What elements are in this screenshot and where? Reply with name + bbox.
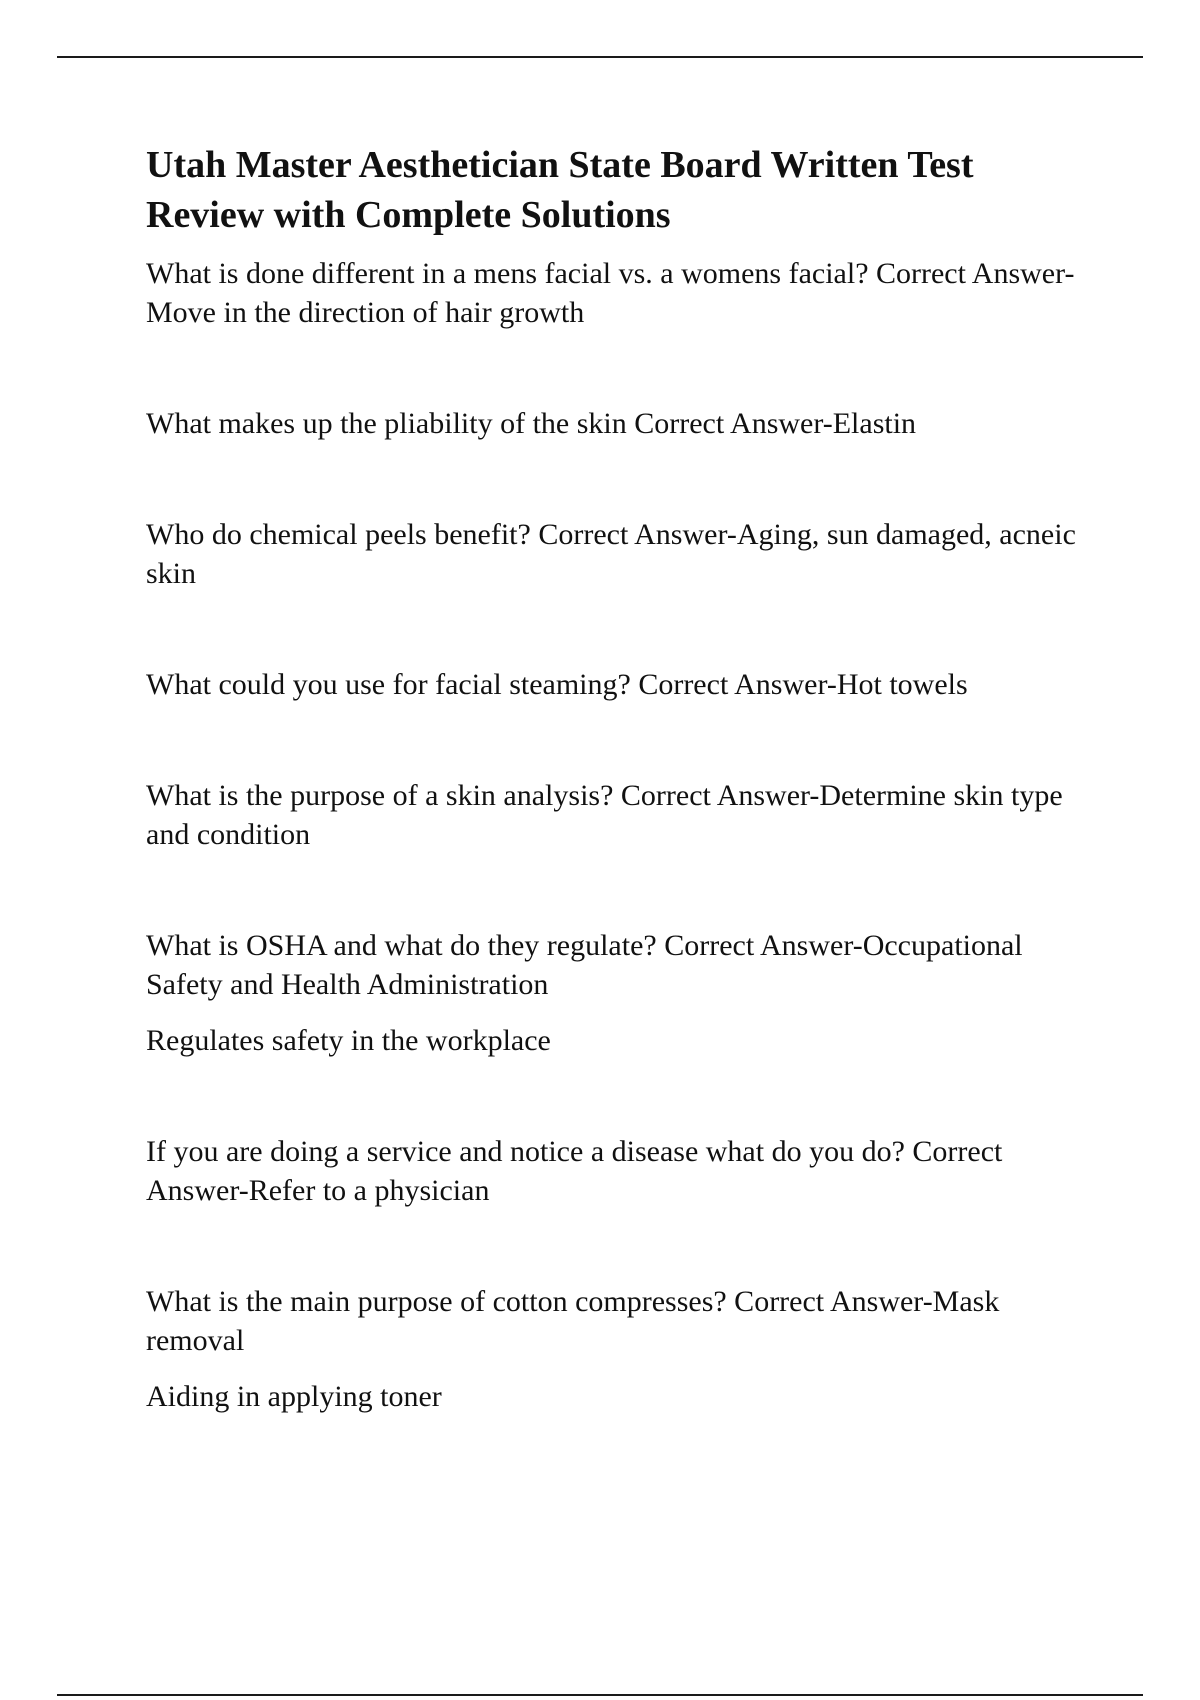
qa-item	[146, 404, 1086, 443]
qa-item	[146, 926, 1086, 1060]
qa-text: What could you use for facial steaming? Correct Answer-Hot towels	[146, 668, 968, 701]
top-divider	[57, 56, 1143, 58]
qa-item	[146, 254, 1086, 332]
qa-extra-text: Aiding in applying toner	[146, 1380, 442, 1413]
qa-text: What is the purpose of a skin analysis? Correct Answer-Determine skin type and condition	[146, 779, 1063, 851]
document-body	[146, 140, 1086, 1488]
bottom-divider	[57, 1694, 1143, 1696]
qa-item	[146, 1282, 1086, 1416]
document-title: Utah Master Aesthetician State Board Written Test Review with Complete Solutions	[146, 144, 974, 236]
qa-item	[146, 776, 1086, 854]
qa-list	[146, 254, 1086, 1416]
qa-item	[146, 665, 1086, 704]
qa-text: What is OSHA and what do they regulate? Correct Answer-Occupational Safety and Health Administration	[146, 929, 1023, 1001]
qa-extra-text: Regulates safety in the workplace	[146, 1024, 551, 1057]
qa-text: What makes up the pliability of the skin Correct Answer-Elastin	[146, 407, 917, 440]
qa-text: Who do chemical peels benefit? Correct Answer-Aging, sun damaged, acneic skin	[146, 518, 1076, 590]
qa-item	[146, 515, 1086, 593]
qa-text: What is the main purpose of cotton compresses? Correct Answer-Mask removal	[146, 1285, 1000, 1357]
qa-text: What is done different in a mens facial vs. a womens facial? Correct Answer-Move in the direction of hair growth	[146, 257, 1075, 329]
qa-text: If you are doing a service and notice a disease what do you do? Correct Answer-Refer to a physician	[146, 1135, 1003, 1207]
qa-item	[146, 1132, 1086, 1210]
